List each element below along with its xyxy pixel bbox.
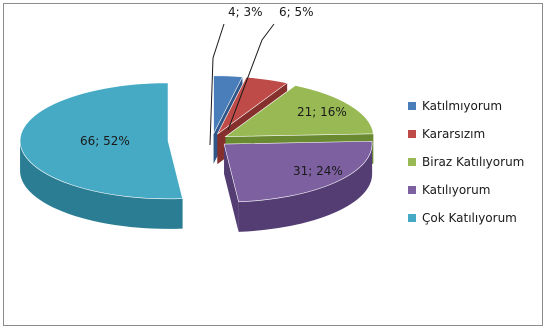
legend-label-2: Kararsızım — [422, 127, 486, 141]
data-label-2: 6; 5% — [279, 5, 314, 19]
legend-swatch-2 — [408, 130, 416, 138]
legend — [408, 99, 524, 225]
legend-label-1: Katılmıyorum — [422, 99, 503, 113]
legend-label-3: Biraz Katılıyorum — [422, 155, 525, 169]
data-label-3: 21; 16% — [297, 105, 347, 119]
data-label-4: 31; 24% — [293, 164, 343, 178]
legend-swatch-5 — [408, 214, 416, 222]
legend-swatch-3 — [408, 158, 416, 166]
data-label-1: 4; 3% — [228, 5, 263, 19]
data-label-5: 66; 52% — [80, 134, 130, 148]
legend-label-4: Katılıyorum — [422, 183, 491, 197]
legend-label-5: Çok Katılıyorum — [422, 211, 517, 225]
legend-swatch-4 — [408, 186, 416, 194]
legend-swatch-1 — [408, 102, 416, 110]
